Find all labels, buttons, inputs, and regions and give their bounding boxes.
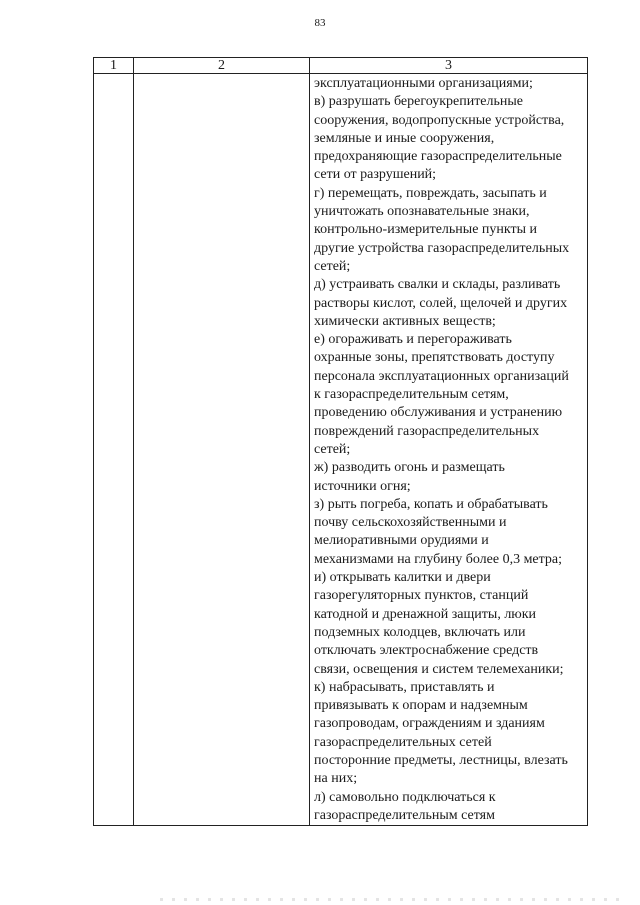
table-cell-col1 bbox=[94, 74, 134, 826]
table-row bbox=[94, 74, 588, 826]
table-cell-col2 bbox=[134, 74, 310, 826]
cell-text-col3: эксплуатационными организациями; в) разрушать берегоукрепительные сооружения, водопропускные устройства, земляные и иные сооружения, предохраняющие газораспределительные сети от разрушений; г) перемещать, повреждать, засыпать и уничтожать опознавательные знаки, контрольно-измерительные пункты и другие устройства газораспределительных сетей; д) устраивать свалки и склады, разливать растворы кислот, солей, щелочей и других химически активных веществ; е) огораживать и перегораживать охранные зоны, препятствовать доступу персонала эксплуатационных организаций к газораспределительным сетям, проведению обслуживания и устранению повреждений газораспределительных сетей; ж) разводить огонь и размещать источники огня; з) рыть погреба, копать и обрабатывать почву сельскохозяйственными и мелиоративными орудиями и механизмами на глубину более 0,3 метра; и) открывать калитки и двери газорегуляторных пунктов, станций катодной и дренажной защиты, люки подземных колодцев, включать или отключать электроснабжение средств связи, освещения и систем телемеханики; к) набрасывать, приставлять и привязывать к опорам и надземным газопроводам, ограждениям и зданиям газораспределительных сетей посторонние предметы, лестницы, влезать на них; л) самовольно подключаться к газораспределительным сетям bbox=[314, 76, 570, 823]
cell-text-col2 bbox=[134, 74, 309, 75]
scan-artifact bbox=[160, 898, 620, 901]
column-header-2: 2 bbox=[134, 58, 310, 74]
page-number: 83 bbox=[314, 17, 326, 29]
column-header-3: 3 bbox=[310, 58, 588, 74]
column-header-1: 1 bbox=[94, 58, 134, 74]
cell-text-col1 bbox=[94, 74, 133, 75]
table-header-row bbox=[94, 58, 588, 74]
table-cell-col3 bbox=[310, 74, 588, 826]
document-table bbox=[93, 57, 588, 826]
